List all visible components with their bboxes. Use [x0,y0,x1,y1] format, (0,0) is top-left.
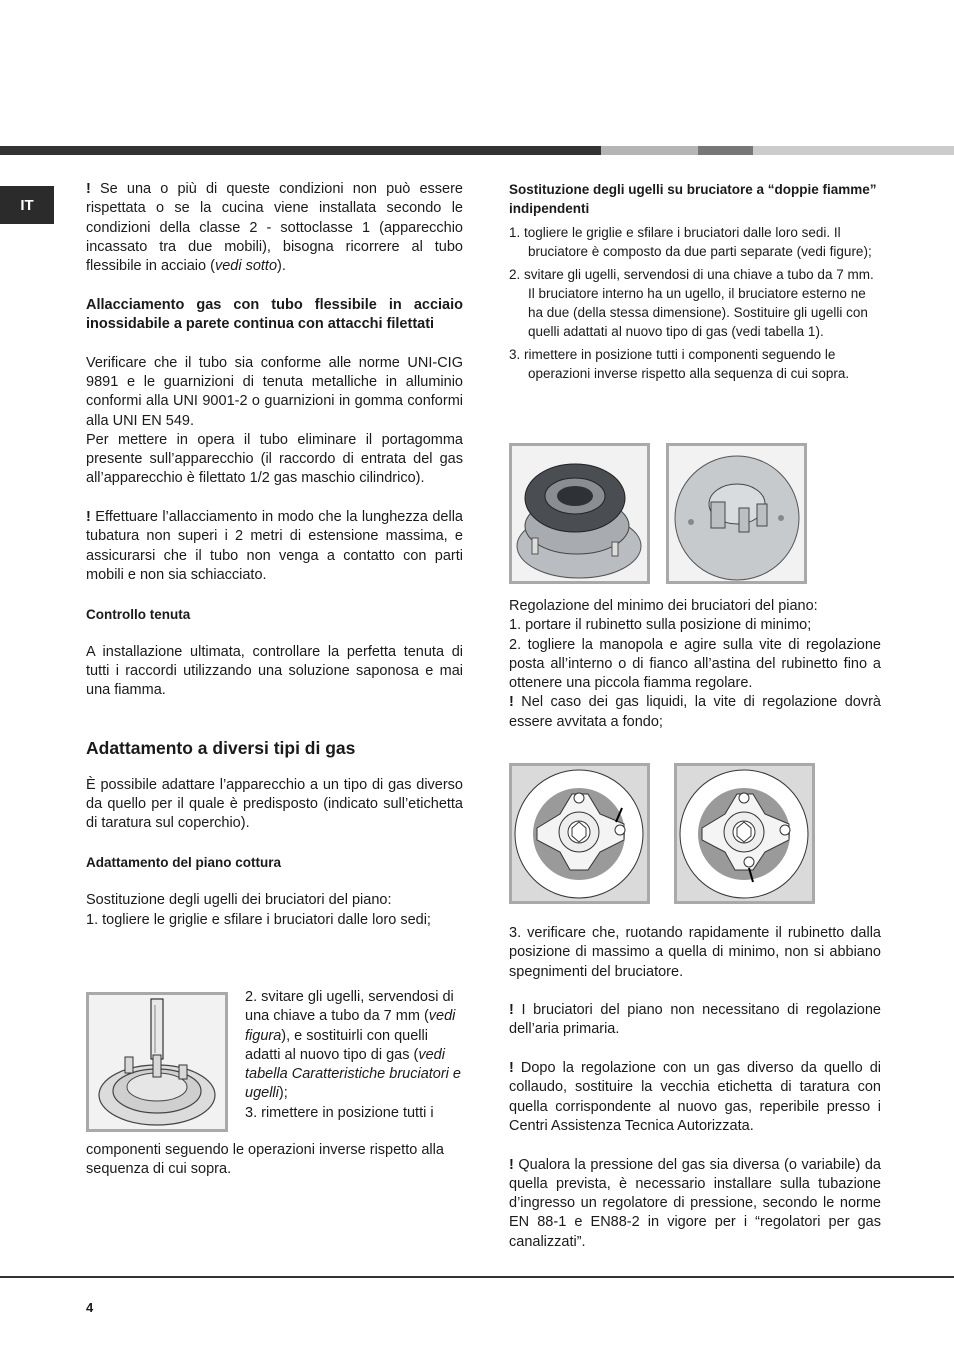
floating-text-steps: 2. svitare gli ugelli, servendosi di una chiave a tubo da 7 mm (vedi figura), e sostituirli con quelli adatti al nuovo tipo di gas (vedi tabella Caratteristiche bruciatori e ugelli); 3. rimettere in posizione tutti i [245,989,461,1121]
warning-paragraph-2: ! Effettuare l’allacciamento in modo che la lunghezza della tubatura non superi i 2 metri di estensione massima, e assicurarsi che il tubo non venga a contatto con parti mobili e non sia schiacciato. [86,509,463,583]
wrench-burner-figure [86,992,228,1132]
heading-controllo-tenuta: Controllo tenuta [86,606,191,622]
paragraph-messa-in-opera: Per mettere in opera il tubo eliminare il portagomma presente sull’apparecchio (il raccordo di entrata del gas all’apparecchio è filettato 1/2 gas maschio cilindrico). [86,431,463,487]
list-item: 1. togliere le griglie e sfilare i bruciatori dalle loro sedi. Il bruciatore è composto da due parti separate (vedi figure); [509,225,872,259]
heading-piano-cottura: Adattamento del piano cottura [86,854,282,870]
regolazione-title: Regolazione del minimo dei bruciatori del piano: [509,598,818,614]
steps-list [509,223,881,383]
note-1: ! I bruciatori del piano non necessitano di regolazione dell’aria primaria. [509,1002,881,1038]
notes-block [509,924,881,1252]
regolazione-warning: ! Nel caso dei gas liquidi, la vite di regolazione dovrà essere avvitata a fondo; [509,694,881,730]
list-item: 3. rimettere in posizione tutti i componenti seguendo le operazioni inverse rispetto alla sequenza di cui sopra. [509,347,850,381]
paragraph-step-3-end: componenti seguendo le operazioni inverse rispetto alla sequenza di cui sopra. [86,1142,444,1178]
tap-screw-figure-1 [509,763,650,904]
heading-doppie-fiamme: Sostituzione degli ugelli su bruciatore a “doppie fiamme” indipendenti [509,182,877,216]
warning-paragraph-1: ! Se una o più di queste condizioni non può essere rispettata o se la cucina viene installata secondo le condizioni della classe 2 - sottoclasse 1 (apparecchio incassato tra due mobili), bisogna ricorrere al tubo flessibile in acciaio (vedi sotto). [86,181,463,275]
header-color-bar [0,146,954,155]
right-column [509,180,881,387]
burner-base-figure [666,443,807,584]
tap-screw-figure-2 [674,763,815,904]
page-number: 4 [86,1300,94,1315]
heading-allacciamento: Allacciamento gas con tubo flessibile in acciaio inossidabile a parete continua con attacchi filettati [86,296,463,333]
paragraph-adattamento: È possibile adattare l’apparecchio a un tipo di gas diverso da quello per il quale è predisposto (indicato sull’etichetta di taratura sul coperchio). [86,776,463,832]
regolazione-block [509,597,881,732]
language-tab: IT [0,186,54,224]
regolazione-step-2: 2. togliere la manopola e agire sulla vite di regolazione posta all’interno o di fianco all’astina del rubinetto fino a ottenere una piccola fiamma regolare. [509,636,881,692]
verify-paragraph: 3. verificare che, ruotando rapidamente il rubinetto dalla posizione di massimo a quella di minimo, non si abbiano spegnimenti del bruciatore. [509,925,881,980]
note-3: ! Qualora la pressione del gas sia diversa (o variabile) da quella prevista, è necessario installare sulla tubazione d’ingresso un regolatore di pressione, secondo le norme EN 88-1 e EN88-2 in vigore per i “regolatori per gas canalizzati”. [509,1156,881,1250]
section-title-adattamento: Adattamento a diversi tipi di gas [86,737,356,758]
paragraph-sostituzione: Sostituzione degli ugelli dei bruciatori del piano: [86,892,392,909]
footer-rule [0,1276,954,1278]
regolazione-step-1: 1. portare il rubinetto sulla posizione di minimo; [509,617,812,634]
note-2: ! Dopo la regolazione con un gas diverso da quello di collaudo, sostituire la vecchia etichetta di taratura con quella corrispondente al nuovo gas, reperibile presso i Centri Assistenza Tecnica Autorizzata. [509,1060,881,1134]
left-column [86,180,463,930]
list-item: 2. svitare gli ugelli, servendosi di una chiave a tubo da 7 mm. Il bruciatore interno ha un ugello, il bruciatore esterno ne ha due (della stessa dimensione). Sostituire gli ugelli con quelli adattati al nuovo tipo di gas (vedi tabella 1). [509,267,874,339]
paragraph-controllo: A installazione ultimata, controllare la perfetta tenuta di tutti i raccordi utilizzando una soluzione saponosa e mai una fiamma. [86,643,463,699]
paragraph-step-1: 1. togliere le griglie e sfilare i bruciatori dalle loro sedi; [86,911,431,928]
double-flame-burner-figure [509,443,650,584]
paragraph-verifica: Verificare che il tubo sia conforme alle norme UNI-CIG 9891 e le guarnizioni di tenuta metalliche in alluminio conformi alla UNI 9001-2 o guarnizioni in gomma conformi alla UNI EN 549. [86,354,463,429]
